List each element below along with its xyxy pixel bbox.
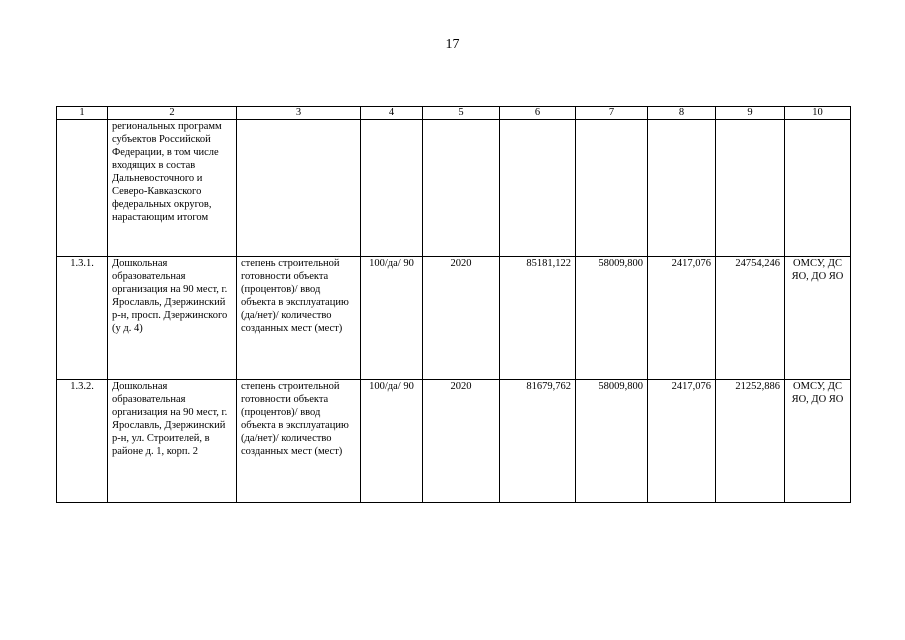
cell-amount-federal: 58009,800 <box>576 380 648 503</box>
cell-indicator-value: 100/да/ 90 <box>361 257 423 380</box>
cell-amount-federal <box>576 120 648 257</box>
cell-amount-regional: 2417,076 <box>648 257 716 380</box>
cell-amount-total: 85181,122 <box>500 257 576 380</box>
cell-object-name: региональных программ субъектов Российской Федерации, в том числе входящих в состав Дальневосточного и Северо-Кавказского федеральных округов, нарастающим итогом <box>108 120 237 257</box>
table-row-1-3-2 <box>57 380 851 503</box>
cell-amount-total: 81679,762 <box>500 380 576 503</box>
cell-amount-federal: 58009,800 <box>576 257 648 380</box>
cell-item-number: 1.3.2. <box>57 380 108 503</box>
header-cell-5: 5 <box>423 107 500 120</box>
header-cell-10: 10 <box>785 107 851 120</box>
header-cell-2: 2 <box>108 107 237 120</box>
cell-amount-local: 24754,246 <box>716 257 785 380</box>
cell-executors: ОМСУ, ДС ЯО, ДО ЯО <box>785 257 851 380</box>
cell-indicator <box>237 120 361 257</box>
cell-amount-total <box>500 120 576 257</box>
cell-amount-local <box>716 120 785 257</box>
cell-indicator-value <box>361 120 423 257</box>
cell-year: 2020 <box>423 380 500 503</box>
cell-indicator: степень строительной готовности объекта (процентов)/ ввод объекта в эксплуатацию (да/нет)/ количество созданных мест (мест) <box>237 380 361 503</box>
page-number: 17 <box>445 37 460 52</box>
cell-object-name: Дошкольная образовательная организация на 90 мест, г. Ярославль, Дзержинский р-н, ул. Строителей, в районе д. 1, корп. 2 <box>108 380 237 503</box>
header-cell-6: 6 <box>500 107 576 120</box>
table-row-continuation <box>57 120 851 257</box>
cell-item-number <box>57 120 108 257</box>
header-cell-9: 9 <box>716 107 785 120</box>
header-cell-1: 1 <box>57 107 108 120</box>
cell-amount-regional <box>648 120 716 257</box>
header-cell-4: 4 <box>361 107 423 120</box>
header-cell-8: 8 <box>648 107 716 120</box>
program-table <box>56 106 851 503</box>
table-row-1-3-1 <box>57 257 851 380</box>
cell-indicator: степень строительной готовности объекта (процентов)/ ввод объекта в эксплуатацию (да/нет)/ количество созданных мест (мест) <box>237 257 361 380</box>
cell-year <box>423 120 500 257</box>
cell-executors <box>785 120 851 257</box>
cell-indicator-value: 100/да/ 90 <box>361 380 423 503</box>
cell-amount-regional: 2417,076 <box>648 380 716 503</box>
header-cell-7: 7 <box>576 107 648 120</box>
header-cell-3: 3 <box>237 107 361 120</box>
cell-executors: ОМСУ, ДС ЯО, ДО ЯО <box>785 380 851 503</box>
cell-object-name: Дошкольная образовательная организация на 90 мест, г. Ярославль, Дзержинский р-н, просп. Дзержинского (у д. 4) <box>108 257 237 380</box>
cell-year: 2020 <box>423 257 500 380</box>
header-row <box>57 107 851 120</box>
cell-amount-local: 21252,886 <box>716 380 785 503</box>
cell-item-number: 1.3.1. <box>57 257 108 380</box>
